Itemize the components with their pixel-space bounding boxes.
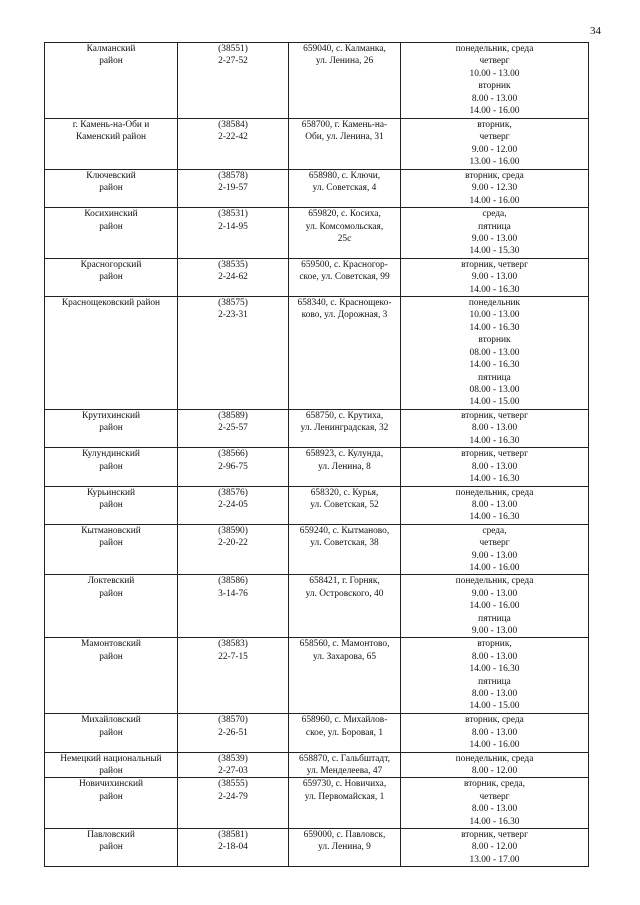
address-cell <box>289 448 401 486</box>
phone-cell <box>178 43 289 119</box>
district-line: Крутихинский <box>81 411 141 422</box>
schedule-line: 14.00 - 16.30 <box>469 322 520 333</box>
phone-cell <box>178 208 289 259</box>
schedule-line: 14.00 - 16.30 <box>469 816 520 827</box>
address-line: 659730, с. Новичиха, <box>302 779 387 790</box>
phone-line: (38539) <box>218 753 248 764</box>
table-row <box>45 486 589 524</box>
table-row <box>45 170 589 208</box>
table-row <box>45 829 589 867</box>
schedule-line: 9.00 - 13.00 <box>471 272 518 283</box>
phone-cell <box>178 410 289 448</box>
address-cell <box>289 410 401 448</box>
schedule-line: 8.00 - 13.00 <box>471 461 518 472</box>
schedule-line: 08.00 - 13.00 <box>469 347 520 358</box>
schedule-line: вторник, среда <box>465 715 524 726</box>
district-cell <box>45 486 178 524</box>
district-line: Ключевский <box>86 171 136 181</box>
schedule-line: вторник, <box>477 639 512 650</box>
address-line: ул. Комсомольская, <box>305 221 384 232</box>
phone-cell <box>178 297 289 410</box>
phone-line: 2-24-05 <box>218 499 248 510</box>
schedule-line: пятница <box>478 221 511 232</box>
phone-line: 2-25-57 <box>218 423 248 434</box>
address-line: 658980, с. Ключи, <box>308 171 381 181</box>
schedule-line: 8.00 - 13.00 <box>471 93 518 104</box>
schedule-line: четверг <box>479 538 510 549</box>
schedule-line: 8.00 - 13.00 <box>471 727 518 738</box>
schedule-line: 14.00 - 16.00 <box>469 740 520 751</box>
schedule-cell <box>401 119 589 170</box>
phone-line: 2-20-22 <box>218 538 248 549</box>
phone-line: (38570) <box>218 715 248 726</box>
district-line: район <box>99 766 123 776</box>
schedule-cell <box>401 208 589 259</box>
table-row <box>45 752 589 778</box>
schedule-line: 14.00 - 15.00 <box>469 397 520 408</box>
schedule-line: 8.00 - 13.00 <box>471 423 518 434</box>
address-cell <box>289 638 401 714</box>
table-row <box>45 43 589 119</box>
phone-line: (38589) <box>218 411 248 422</box>
district-line: Косихинский <box>84 209 138 220</box>
schedule-line: 9.00 - 12.00 <box>471 144 518 155</box>
district-line: район <box>99 183 123 194</box>
schedule-line: пятница <box>478 372 511 383</box>
address-line: ул. Советская, 4 <box>312 183 377 194</box>
schedule-line: 8.00 - 13.00 <box>471 499 518 510</box>
table-row <box>45 714 589 752</box>
schedule-cell <box>401 170 589 208</box>
district-line: район <box>99 423 123 434</box>
schedule-line: 14.00 - 16.30 <box>469 512 520 523</box>
address-line: Оби, ул. Ленина, 31 <box>305 132 384 143</box>
address-line: 658560, с. Мамонтово, <box>299 639 390 650</box>
address-line: ское, ул. Советская, 99 <box>299 272 390 283</box>
schedule-line: 8.00 - 13.00 <box>471 651 518 662</box>
address-line: 659240, с. Кытманово, <box>299 525 390 536</box>
district-line: Немецкий национальный <box>60 753 162 764</box>
schedule-line: вторник <box>478 335 511 346</box>
address-line: ское, ул. Боровая, 1 <box>305 727 384 738</box>
district-cell <box>45 258 178 296</box>
table-row <box>45 448 589 486</box>
address-cell <box>289 258 401 296</box>
schedule-line: среда, <box>482 209 507 220</box>
address-line: 658340, с. Краснощеко- <box>297 298 392 309</box>
schedule-line: вторник <box>478 81 511 92</box>
schedule-line: среда, <box>482 525 507 536</box>
phone-cell <box>178 778 289 829</box>
schedule-line: 14.00 - 16.00 <box>469 195 520 206</box>
phone-cell <box>178 575 289 638</box>
schedule-line: 13.00 - 16.00 <box>469 157 520 168</box>
address-line: ул. Советская, 52 <box>310 499 379 510</box>
schedule-line: 14.00 - 16.30 <box>469 435 520 446</box>
district-line: Калманский <box>86 44 136 54</box>
district-line: Краснощековский район <box>61 298 161 309</box>
address-line: 658320, с. Курья, <box>310 487 379 498</box>
phone-line: 2-14-95 <box>218 221 248 232</box>
district-offices-table <box>44 42 589 867</box>
phone-cell <box>178 752 289 778</box>
phone-line: (38584) <box>218 120 248 130</box>
schedule-line: пятница <box>478 676 511 687</box>
address-line: 658750, с. Крутиха, <box>305 411 384 422</box>
phone-cell <box>178 258 289 296</box>
district-line: Мамонтовский <box>81 639 141 650</box>
district-cell <box>45 829 178 867</box>
district-line: район <box>99 272 123 283</box>
phone-line: 2-24-62 <box>218 272 248 283</box>
phone-line: (38535) <box>218 259 248 270</box>
district-line: район <box>99 791 123 802</box>
district-line: Локтевский <box>87 576 135 587</box>
address-line: ул. Ленинградская, 32 <box>300 423 389 434</box>
phone-line: 2-23-31 <box>218 310 248 321</box>
district-line: район <box>99 842 123 853</box>
schedule-line: 08.00 - 13.00 <box>469 384 520 395</box>
district-cell <box>45 638 178 714</box>
schedule-line: пятница <box>478 613 511 624</box>
phone-cell <box>178 119 289 170</box>
phone-line: (38575) <box>218 298 248 309</box>
phone-line: (38590) <box>218 525 248 536</box>
phone-line: 2-24-79 <box>218 791 248 802</box>
phone-cell <box>178 638 289 714</box>
district-line: Красногорский <box>80 259 142 270</box>
address-cell <box>289 524 401 575</box>
schedule-line: понедельник <box>468 298 521 309</box>
table-row <box>45 258 589 296</box>
schedule-line: вторник, четверг <box>461 259 528 270</box>
address-line: 658700, г. Камень-на- <box>301 120 388 130</box>
schedule-cell <box>401 778 589 829</box>
address-line: ул. Менделеева, 47 <box>306 766 383 776</box>
schedule-line: 14.00 - 16.00 <box>469 601 520 612</box>
schedule-cell <box>401 752 589 778</box>
address-line: 658421, г. Горняк, <box>309 576 380 587</box>
district-cell <box>45 714 178 752</box>
table-row <box>45 208 589 259</box>
district-line: район <box>99 56 123 67</box>
schedule-line: четверг <box>479 56 510 67</box>
schedule-line: 9.00 - 13.00 <box>471 550 518 561</box>
schedule-line: вторник, четверг <box>461 449 528 460</box>
schedule-cell <box>401 297 589 410</box>
district-line: Новичихинский <box>78 779 144 790</box>
phone-line: 3-14-76 <box>218 588 248 599</box>
phone-line: (38566) <box>218 449 248 460</box>
schedule-cell <box>401 448 589 486</box>
schedule-line: вторник, среда <box>465 171 524 181</box>
schedule-line: 14.00 - 16.00 <box>469 106 520 117</box>
schedule-line: четверг <box>479 132 510 143</box>
district-cell <box>45 410 178 448</box>
schedule-line: 10.00 - 13.00 <box>469 310 520 321</box>
district-line: район <box>99 727 123 738</box>
district-line: район <box>99 588 123 599</box>
phone-line: (38551) <box>218 44 248 54</box>
address-cell <box>289 829 401 867</box>
address-line: ул. Советская, 38 <box>310 538 379 549</box>
phone-line: (38581) <box>218 830 248 841</box>
schedule-line: 8.00 - 13.00 <box>471 804 518 815</box>
schedule-line: 14.00 - 16.30 <box>469 474 520 485</box>
schedule-line: 14.00 - 16.30 <box>469 360 520 371</box>
schedule-line: понедельник, среда <box>455 44 534 54</box>
phone-line: (38583) <box>218 639 248 650</box>
schedule-line: 13.00 - 17.00 <box>469 854 520 865</box>
schedule-line: четверг <box>479 791 510 802</box>
phone-cell <box>178 486 289 524</box>
address-line: ково, ул. Дорожная, 3 <box>301 310 388 321</box>
table-row <box>45 119 589 170</box>
schedule-line: 14.00 - 16.30 <box>469 284 520 295</box>
address-line: 658960, с. Михайлов- <box>301 715 388 726</box>
phone-cell <box>178 524 289 575</box>
address-line: ул. Первомайская, 1 <box>304 791 385 802</box>
page-number: 34 <box>590 25 601 37</box>
district-cell <box>45 208 178 259</box>
address-cell <box>289 119 401 170</box>
address-cell <box>289 752 401 778</box>
district-cell <box>45 297 178 410</box>
schedule-line: вторник, <box>477 120 512 130</box>
address-cell <box>289 43 401 119</box>
district-line: район <box>99 499 123 510</box>
phone-line: 2-18-04 <box>218 842 248 853</box>
schedule-line: 9.00 - 13.00 <box>471 234 518 245</box>
address-cell <box>289 297 401 410</box>
phone-line: 2-27-03 <box>218 766 248 776</box>
table-row <box>45 410 589 448</box>
schedule-line: 10.00 - 13.00 <box>469 68 520 79</box>
schedule-line: вторник, четверг <box>461 411 528 422</box>
schedule-line: понедельник, среда <box>455 487 534 498</box>
schedule-cell <box>401 714 589 752</box>
schedule-cell <box>401 829 589 867</box>
address-cell <box>289 714 401 752</box>
district-line: район <box>99 651 123 662</box>
phone-line: 2-26-51 <box>218 727 248 738</box>
schedule-line: 14.00 - 16.00 <box>469 562 520 573</box>
schedule-cell <box>401 43 589 119</box>
district-cell <box>45 524 178 575</box>
district-line: район <box>99 221 123 232</box>
district-line: район <box>99 461 123 472</box>
schedule-line: 9.00 - 13.00 <box>471 588 518 599</box>
district-line: Каменский район <box>75 132 147 143</box>
schedule-cell <box>401 410 589 448</box>
table-row <box>45 575 589 638</box>
district-cell <box>45 43 178 119</box>
district-cell <box>45 170 178 208</box>
address-line: ул. Ленина, 9 <box>318 842 371 853</box>
schedule-line: понедельник, среда <box>455 576 534 587</box>
schedule-line: 8.00 - 13.00 <box>471 689 518 699</box>
phone-line: 22-7-15 <box>218 651 248 662</box>
district-line: Кулундинский <box>82 449 140 460</box>
address-line: 659820, с. Косиха, <box>308 209 381 220</box>
schedule-cell <box>401 258 589 296</box>
district-cell <box>45 448 178 486</box>
district-line: Павловский <box>87 830 135 841</box>
schedule-cell <box>401 486 589 524</box>
phone-line: 2-19-57 <box>218 183 248 194</box>
phone-cell <box>178 714 289 752</box>
address-line: 658870, с. Гальбштадт, <box>299 753 390 764</box>
address-cell <box>289 208 401 259</box>
table-row <box>45 778 589 829</box>
schedule-line: 9.00 - 13.00 <box>471 625 518 636</box>
schedule-line: 8.00 - 12.00 <box>471 842 518 853</box>
schedule-line: вторник, среда, <box>464 779 525 790</box>
address-cell <box>289 170 401 208</box>
address-cell <box>289 778 401 829</box>
table-row <box>45 524 589 575</box>
phone-cell <box>178 448 289 486</box>
schedule-line: 14.00 - 16.30 <box>469 664 520 675</box>
table-row <box>45 297 589 410</box>
address-line: ул. Ленина, 26 <box>315 56 374 67</box>
phone-line: (38555) <box>218 779 248 790</box>
district-line: г. Камень-на-Оби и <box>72 120 150 130</box>
district-line: район <box>99 538 123 549</box>
address-line: 658923, с. Кулунда, <box>305 449 384 460</box>
address-cell <box>289 575 401 638</box>
phone-line: 2-22-42 <box>218 132 248 143</box>
schedule-line: понедельник, среда <box>455 753 534 764</box>
schedule-line: 8.00 - 12.00 <box>471 766 518 776</box>
address-cell <box>289 486 401 524</box>
table-row <box>45 638 589 714</box>
address-line: 25с <box>337 234 352 245</box>
phone-cell <box>178 829 289 867</box>
district-cell <box>45 752 178 778</box>
schedule-line: 14.00 - 15.00 <box>469 701 520 712</box>
address-line: 659500, с. Красногор- <box>301 259 388 270</box>
phone-line: (38586) <box>218 576 248 587</box>
phone-line: (38578) <box>218 171 248 181</box>
schedule-cell <box>401 524 589 575</box>
phone-line: 2-96-75 <box>218 461 248 472</box>
address-line: 659040, с. Калманка, <box>303 44 386 54</box>
district-cell <box>45 575 178 638</box>
address-line: ул. Захарова, 65 <box>312 651 377 662</box>
schedule-line: 14.00 - 15.30 <box>469 246 520 257</box>
schedule-line: вторник, четверг <box>461 830 528 841</box>
phone-line: 2-27-52 <box>218 56 248 67</box>
address-line: ул. Островского, 40 <box>305 588 384 599</box>
district-line: Михайловский <box>81 715 141 726</box>
district-cell <box>45 119 178 170</box>
address-line: ул. Ленина, 8 <box>318 461 371 472</box>
schedule-cell <box>401 575 589 638</box>
phone-cell <box>178 170 289 208</box>
phone-line: (38576) <box>218 487 248 498</box>
district-line: Курьинский <box>87 487 135 498</box>
schedule-cell <box>401 638 589 714</box>
district-cell <box>45 778 178 829</box>
phone-line: (38531) <box>218 209 248 220</box>
district-line: Кытмановский <box>81 525 141 536</box>
address-line: 659000, с. Павловск, <box>303 830 386 841</box>
schedule-line: 9.00 - 12.30 <box>471 183 518 194</box>
